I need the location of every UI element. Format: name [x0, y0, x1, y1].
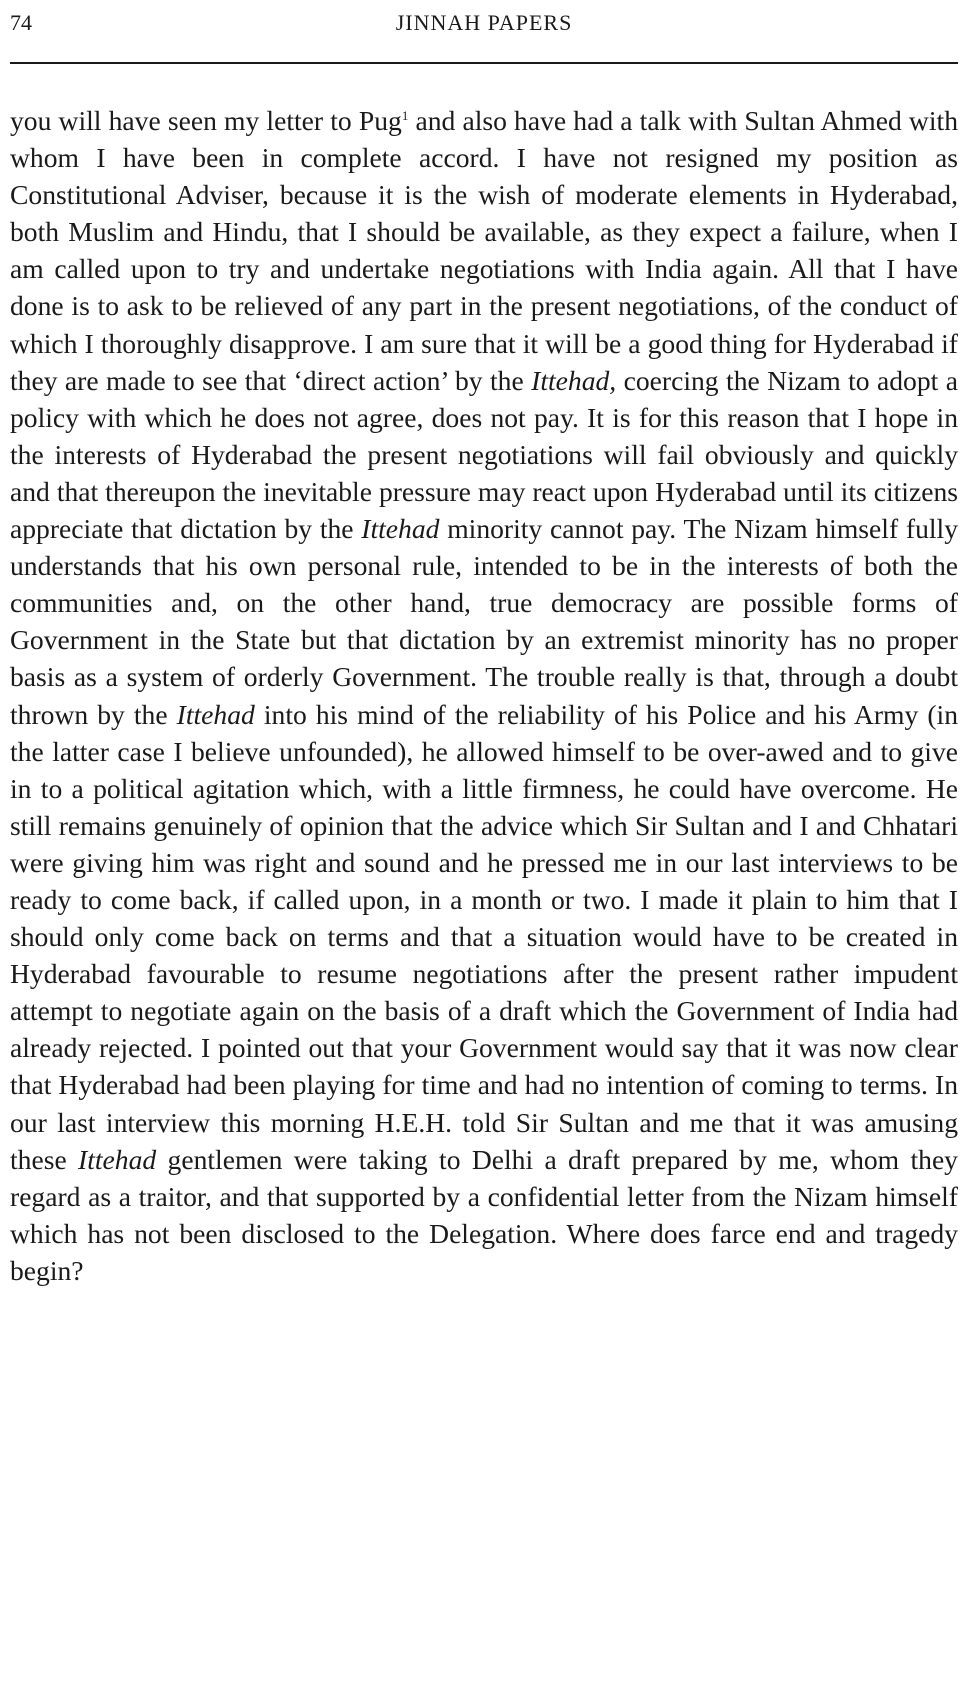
body-text-segment: you will have seen my letter to Pug: [10, 105, 402, 136]
body-text-segment: and also have had a talk with Sultan Ahmed with whom I have been in complete accord. I have not resigned my position as Constitutional Adviser, because it is the wish of moderate elements in Hyderabad, both Muslim and Hindu, that I should be available, as they expect a failure, when I am called upon to try and undertake negotiations with India again. All that I have done is to ask to be relieved of any part in the present negotiations, of the conduct of which I thoroughly disapprove. I am sure that it will be a good thing for Hyderabad if they are made to see that ‘direct action’ by the: [10, 105, 958, 396]
italic-term: Ittehad: [361, 513, 440, 545]
italic-term: Ittehad: [78, 1143, 157, 1175]
running-head: [10, 8, 958, 44]
page-number: 74: [10, 10, 32, 35]
body-paragraph: [10, 102, 958, 1289]
body-text-segment: into his mind of the reliability of his Police and his Army (in the latter case I believe unfounded), he allowed himself to be over-awed and to give in to a political agitation which, with a little firmness, he could have overcome. He still remains genuinely of opinion that the advice which Sir Sultan and I and Chhatari were giving him was right and sound and he pressed me in our last interviews to be ready to come back, if called upon, in a month or two. I made it plain to him that I should only come back on terms and that a situation would have to be created in Hyderabad favourable to resume negotiations after the present rather impudent attempt to negotiate again on the basis of a draft which the Government of India had already rejected. I pointed out that your Government would say that it was now clear that Hyderabad had been playing for time and had no intention of coming to terms. In our last interview this morning H.E.H. told Sir Sultan and me that it was amusing these: [10, 698, 958, 1175]
italic-term: Ittehad: [176, 698, 255, 730]
footnote-marker: 1: [401, 107, 409, 123]
letter-body: [10, 102, 958, 1289]
body-text-segment: coercing the Nizam to adopt a policy with which he does not agree, does not pay. It is for this reason that I hope in the interests of Hyderabad the present negotiations will fail obviously and quickly and that thereupon the inevitable pressure may react upon Hyderabad until its citizens appreciate that dictation by the: [10, 364, 958, 545]
body-text-segment: gentlemen were taking to Delhi a draft prepared by me, whom they regard as a traitor, and that supported by a confidential letter from the Nizam himself which has not been disclosed to the Delegation. Where does farce end and tragedy begin?: [10, 1143, 958, 1286]
italic-term: Ittehad,: [531, 364, 617, 396]
header-rule: [10, 62, 958, 64]
body-text-segment: minority cannot pay. The Nizam himself fully understands that his own personal rule, intended to be in the interests of both the communities and, on the other hand, true democracy are possible forms of Government in the State but that dictation by an extremist minority has no proper basis as a system of orderly Government. The trouble really is that, through a doubt thrown by the: [10, 513, 958, 730]
running-title: JINNAH PAPERS: [395, 10, 573, 35]
